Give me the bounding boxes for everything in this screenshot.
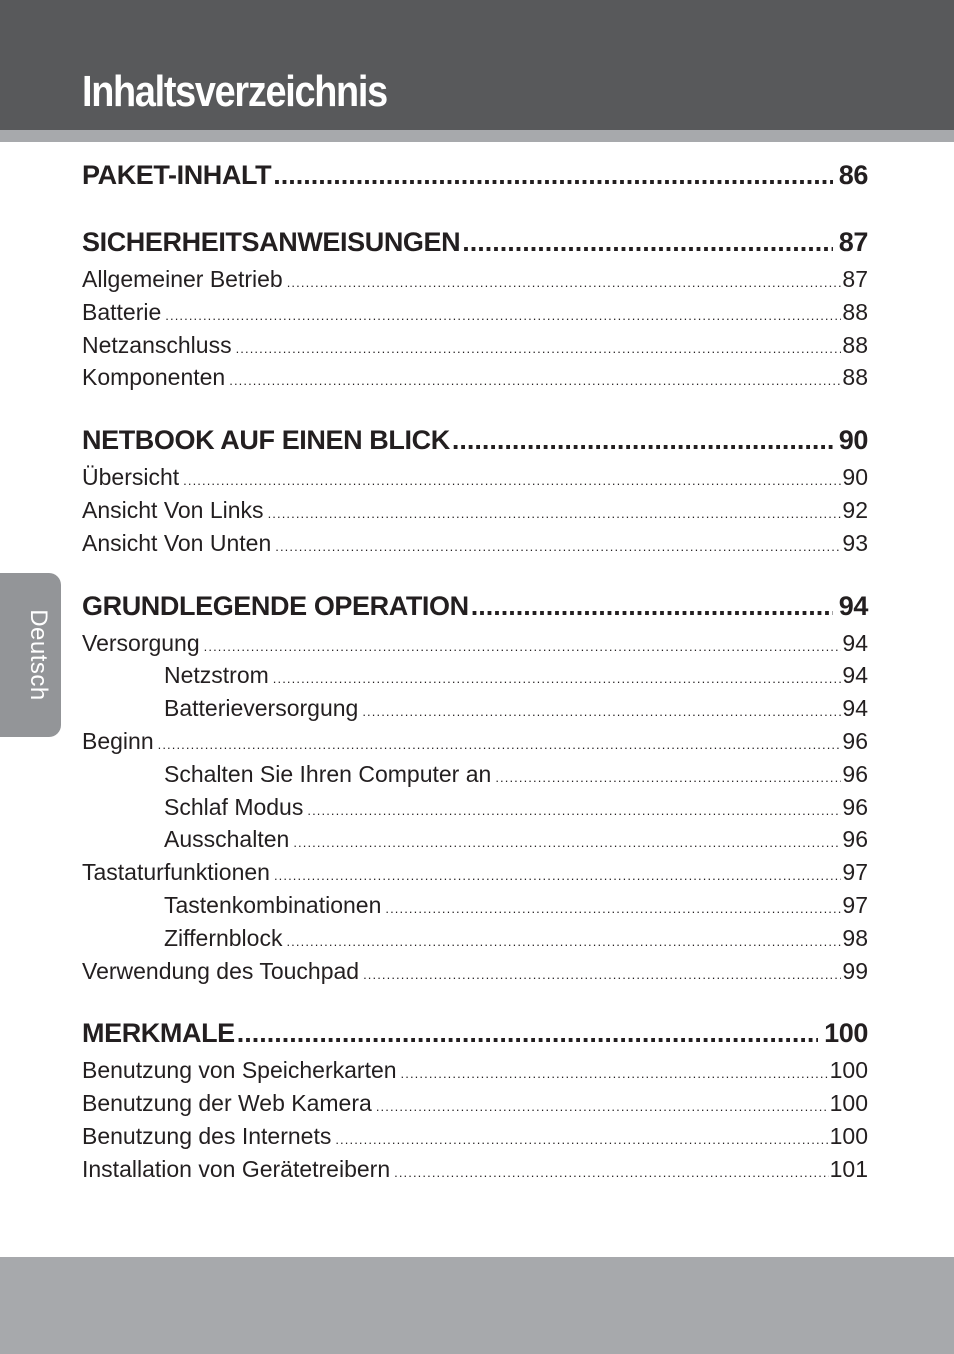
toc-entry-title: Beginn (82, 727, 154, 754)
dot-leader (471, 585, 833, 627)
toc-entry-title: NETBOOK AUF EINEN BLICK (82, 425, 450, 456)
toc-page-number: 94 (842, 662, 868, 689)
toc-entry-title: Netzanschluss (82, 331, 232, 358)
toc-page-number: 101 (829, 1155, 868, 1182)
dot-leader (286, 926, 841, 959)
toc-entry-title: Tastaturfunktionen (82, 859, 270, 886)
toc-page-number: 92 (842, 496, 868, 523)
toc-entry[interactable] (82, 527, 868, 560)
page-title: Inhaltsverzeichnis (82, 67, 387, 116)
toc-entry[interactable] (82, 461, 868, 494)
toc-subentry[interactable] (82, 889, 868, 922)
dot-leader (275, 531, 841, 564)
toc-page-number: 90 (838, 425, 868, 456)
toc-page-number: 100 (829, 1090, 868, 1117)
toc-page-number: 90 (842, 464, 868, 491)
dot-leader (462, 221, 833, 263)
toc-page-number: 100 (824, 1018, 868, 1049)
toc-subentry[interactable] (82, 922, 868, 955)
toc-entry[interactable] (82, 494, 868, 527)
toc-subentry[interactable] (82, 659, 868, 692)
dot-leader (495, 762, 841, 795)
toc-entry[interactable] (82, 1120, 868, 1153)
toc-entry-title: SICHERHEITSANWEISUNGEN (82, 227, 461, 257)
toc-entry[interactable] (82, 263, 868, 296)
toc-page-number: 96 (842, 727, 868, 754)
dot-leader (229, 365, 841, 398)
dot-leader (307, 795, 841, 828)
toc-entry-title: Schlaf Modus (164, 793, 304, 820)
toc-subentry[interactable] (82, 692, 868, 725)
dot-leader (273, 154, 833, 196)
toc-entry-title: Ausschalten (164, 826, 290, 853)
dot-leader (204, 631, 842, 664)
toc-entry[interactable] (82, 1153, 868, 1186)
toc-section-heading[interactable] (82, 585, 868, 627)
dot-leader (268, 498, 842, 531)
toc-entry-title: Benutzung der Web Kamera (82, 1090, 372, 1117)
toc-entry-title: GRUNDLEGENDE OPERATION (82, 590, 469, 621)
toc-entry[interactable] (82, 296, 868, 329)
toc-entry-title: Benutzung des Internets (82, 1122, 332, 1149)
toc-entry-title: Schalten Sie Ihren Computer an (164, 760, 492, 787)
toc-section-heading[interactable] (82, 154, 868, 196)
dot-leader (385, 893, 841, 926)
toc-entry-title: Ansicht Von Unten (82, 529, 272, 556)
dot-leader (394, 1157, 829, 1190)
toc-section (82, 1012, 868, 1185)
toc-page-number: 87 (838, 227, 868, 257)
toc-page-number: 86 (838, 160, 868, 190)
dot-leader (183, 465, 841, 498)
dot-leader (237, 1012, 818, 1054)
toc-entry-title: Tastenkombinationen (164, 891, 382, 918)
toc-page-number: 96 (842, 793, 868, 820)
toc-page-number: 87 (842, 266, 868, 292)
toc-entry-title: Verwendung des Touchpad (82, 957, 360, 984)
toc-entry-title: Ansicht Von Links (82, 496, 264, 523)
dot-leader (165, 300, 841, 333)
toc-section-heading[interactable] (82, 419, 868, 461)
toc-section-heading[interactable] (82, 1012, 868, 1054)
toc-page-number: 94 (842, 695, 868, 722)
toc-section (82, 154, 868, 196)
toc-page-number: 99 (842, 957, 868, 984)
toc-entry-title: Benutzung von Speicherkarten (82, 1057, 397, 1084)
toc-page-number: 93 (842, 529, 868, 556)
toc-subentry[interactable] (82, 791, 868, 824)
toc-entry[interactable] (82, 725, 868, 758)
footer-bar (0, 1257, 954, 1354)
dot-leader (335, 1124, 828, 1157)
toc-page-number: 94 (838, 590, 868, 621)
dot-leader (236, 333, 842, 366)
toc-entry-title: Batterieversorgung (164, 695, 359, 722)
toc-entry-title: Batterie (82, 298, 162, 325)
toc-page-number: 100 (829, 1057, 868, 1084)
toc-section (82, 585, 868, 988)
toc-entry-title: Netzstrom (164, 662, 269, 689)
toc-entry[interactable] (82, 955, 868, 988)
toc-entry[interactable] (82, 329, 868, 362)
toc-entry[interactable] (82, 627, 868, 660)
toc-page-number: 96 (842, 826, 868, 853)
dot-leader (401, 1058, 829, 1091)
toc-entry-title: PAKET-INHALT (82, 160, 272, 190)
toc-page-number: 97 (842, 859, 868, 886)
toc-entry[interactable] (82, 1087, 868, 1120)
toc-entry-title: MERKMALE (82, 1018, 235, 1049)
dot-leader (452, 419, 833, 461)
toc-page-number: 97 (842, 891, 868, 918)
toc-entry-title: Installation von Gerätetreibern (82, 1155, 391, 1182)
language-tab-label: Deutsch (25, 609, 52, 701)
toc-page-number: 96 (842, 760, 868, 787)
dot-leader (293, 827, 841, 860)
toc-page-number: 88 (842, 331, 868, 358)
dot-leader (363, 959, 841, 992)
toc-page-number: 94 (842, 629, 868, 656)
toc-entry-title: Allgemeiner Betrieb (82, 266, 283, 292)
toc-page-number: 100 (829, 1122, 868, 1149)
toc-subentry[interactable] (82, 758, 868, 791)
toc-section (82, 419, 868, 559)
toc-section (82, 221, 868, 394)
toc-entry[interactable] (82, 856, 868, 889)
dot-leader (287, 267, 842, 300)
toc-section-heading[interactable] (82, 221, 868, 263)
toc-entry[interactable] (82, 1054, 868, 1087)
toc-entry-title: Übersicht (82, 464, 180, 491)
dot-leader (376, 1091, 829, 1124)
toc-page-number: 88 (842, 364, 868, 391)
toc-page-number: 98 (842, 924, 868, 951)
toc-entry-title: Komponenten (82, 364, 226, 391)
toc-subentry[interactable] (82, 823, 868, 856)
header-stripe (0, 130, 954, 142)
dot-leader (362, 696, 841, 729)
toc-entry[interactable] (82, 361, 868, 394)
table-of-contents (82, 154, 868, 1211)
toc-entry-title: Versorgung (82, 629, 200, 656)
toc-page-number: 88 (842, 298, 868, 325)
toc-entry-title: Ziffernblock (164, 924, 283, 951)
